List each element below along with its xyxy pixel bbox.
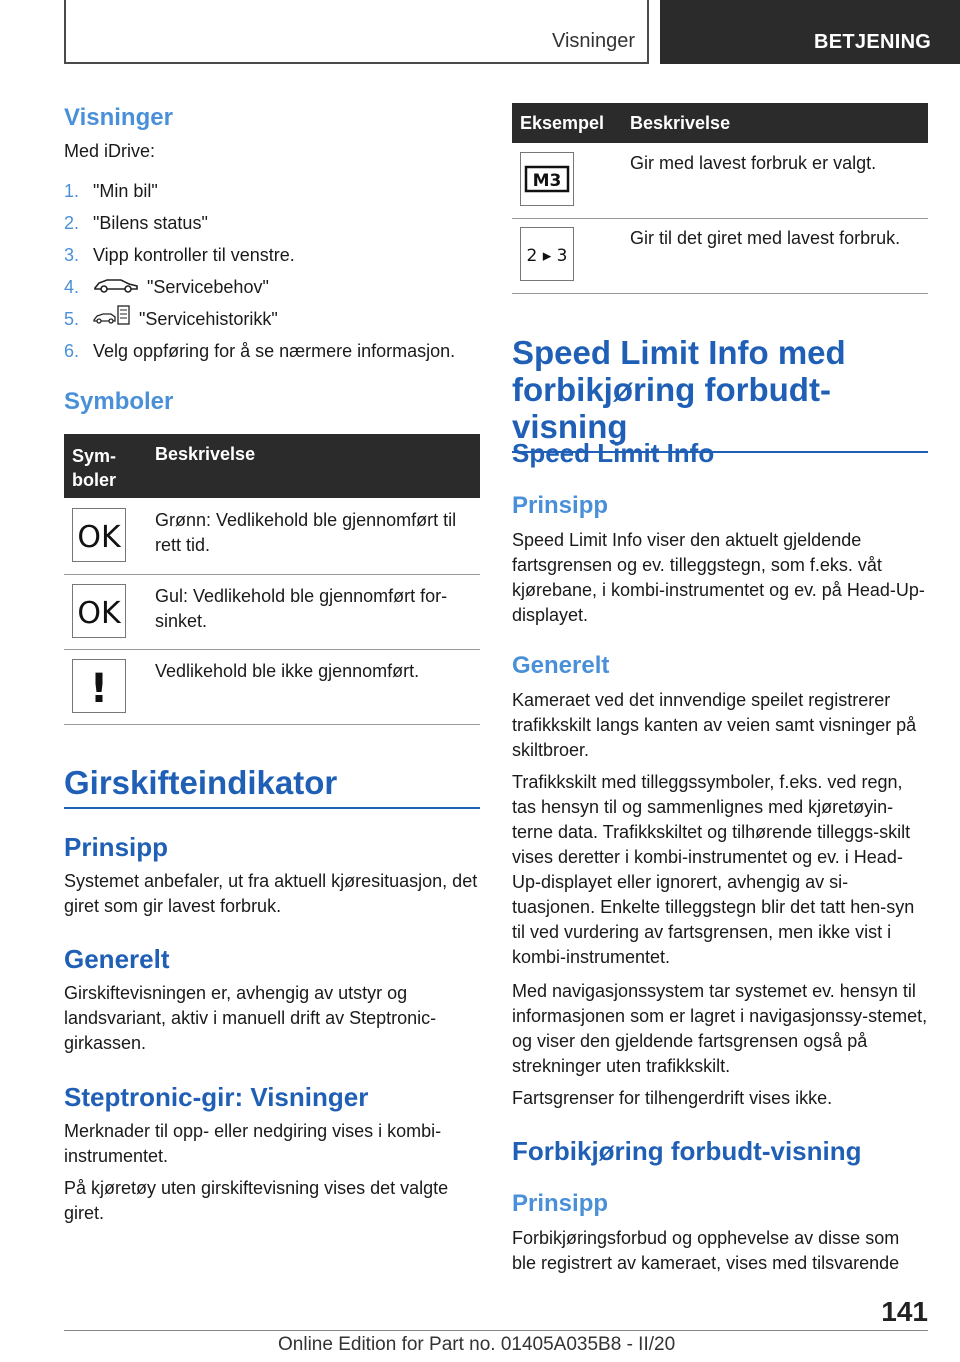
sli-prinsipp-text: Speed Limit Info viser den aktuelt gjeldende fartsgrensen og ev. tilleggstegn, som f.eks. våt kjørebane, i kombi-instrumentet og ev. på Head-Up-displayet.	[512, 530, 925, 625]
column-header: Beskrivelse	[155, 444, 256, 464]
row-description: Vedlikehold ble ikke gjennomført.	[155, 661, 420, 681]
steptronic-text-2: På kjøretøy uten girskiftevisning vises det valgte giret.	[64, 1178, 449, 1223]
gear-m3-icon	[520, 152, 574, 206]
header-section-tab	[64, 0, 649, 64]
page-number: 141	[881, 1296, 928, 1327]
step-item: 2. "Bilens status"	[64, 213, 208, 233]
shift-up-icon	[520, 227, 574, 281]
row-description: Gir til det giret med lavest forbruk.	[630, 228, 901, 248]
table-header	[64, 434, 480, 498]
prinsipp-heading: Prinsipp	[64, 832, 169, 862]
generelt-text: Girskiftevisningen er, avhengig av utstyr og landsvariant, aktiv i manuell drift av Steptronic-girkassen.	[64, 983, 437, 1053]
table-row	[64, 498, 480, 575]
header-chapter-tab	[660, 0, 960, 64]
row-description: Grønn: Vedlikehold ble gjennomført til rett tid.	[155, 510, 457, 555]
steptronic-text-1: Merknader til opp- eller nedgiring vises i kombi-instrumentet.	[64, 1121, 442, 1166]
car-list-icon	[93, 304, 131, 336]
car-outline-icon	[93, 272, 139, 304]
forbi-prinsipp-text: Forbikjøringsforbud og opphevelse av disse som ble registrert av kameraet, vises med tilsvarende	[512, 1228, 900, 1273]
prinsipp-text: Systemet anbefaler, ut fra aktuell kjøresituasjon, det giret som gir lavest forbruk.	[64, 871, 478, 916]
step-item: 5. "Servicehistorikk"	[64, 303, 480, 335]
svg-text:OK: OK	[77, 596, 121, 631]
sli-generelt-text-1: Kameraet ved det innvendige speilet registrerer trafikkskilt langs kanten av veien samt visninger på skiltbroer.	[512, 690, 917, 760]
column-header: Sym- boler	[72, 446, 117, 490]
step-item: 1. "Min bil"	[64, 181, 158, 201]
row-description: Gir med lavest forbruk er valgt.	[630, 153, 877, 173]
sli-generelt-text-2: Trafikkskilt med tilleggssymboler, f.eks. ved regn, tas hensyn til og sammenlignes med kjøretøyin-terne data. Trafikkskiltet og tilhørende tilleggs-skilt vises deretter i kombi-instrumentet og ev. i Head-Up-displayet eller ignorert, avhengig av si-tuasjonen. Enkelte tilleggstegn blir det tatt hen-syn til ved vurdering av fartsgrensen, men ikke vist i kombi-instrumentet.	[512, 772, 915, 967]
symbols-table	[64, 434, 480, 726]
sli-generelt-text-3: Med navigasjonssystem tar systemet ev. hensyn til informasjonen som er lagret i navigasjonssy-stemet, og viser den gjeldende fartsgrensen også på strekninger uten trafikkskilt.	[512, 981, 928, 1076]
step-list	[64, 175, 480, 367]
step-item: 6. Velg oppføring for å se nærmere informasjon.	[64, 341, 456, 361]
speed-limit-heading: Speed Limit Info med forbikjøring forbudt-visning	[512, 334, 928, 453]
sli-prinsipp-heading: Prinsipp	[512, 492, 609, 519]
generelt-heading: Generelt	[64, 944, 170, 974]
sli-heading: Speed Limit Info	[512, 438, 715, 468]
sli-generelt-text-4: Fartsgrenser for tilhengerdrift vises ikke.	[512, 1088, 833, 1108]
step-item: 4. "Servicebehov"	[64, 271, 480, 303]
svg-text:!: !	[89, 666, 109, 712]
column-header: Beskrivelse	[630, 113, 731, 133]
visninger-heading: Visninger	[64, 104, 173, 131]
idrive-intro: Med iDrive:	[64, 141, 156, 161]
ok-yellow-icon	[72, 584, 126, 638]
table-row	[64, 649, 480, 725]
footer-edition: Online Edition for Part no. 01405A035B8 - II/20	[278, 1334, 676, 1355]
exclamation-icon	[72, 659, 126, 713]
table-row	[64, 574, 480, 650]
girskifte-heading: Girskifteindikator	[64, 764, 480, 809]
column-header: Eksempel	[520, 113, 605, 133]
forbi-prinsipp-heading: Prinsipp	[512, 1190, 609, 1217]
svg-text:2 ▸ 3: 2 ▸ 3	[526, 246, 568, 266]
table-row	[512, 218, 928, 294]
header-chapter-title: BETJENING	[814, 31, 932, 53]
header-section-title: Visninger	[551, 30, 635, 52]
table-row	[512, 143, 928, 219]
sli-generelt-heading: Generelt	[512, 652, 610, 679]
example-table	[512, 103, 928, 295]
table-header	[512, 103, 928, 143]
ok-green-icon	[72, 508, 126, 562]
svg-text:M3: M3	[532, 171, 562, 191]
row-description: Gul: Vedlikehold ble gjennomført for-sinket.	[155, 586, 448, 631]
steptronic-heading: Steptronic-gir: Visninger	[64, 1082, 369, 1112]
step-item: 3. Vipp kontroller til venstre.	[64, 245, 295, 265]
forbi-heading: Forbikjøring forbudt-visning	[512, 1136, 862, 1166]
svg-text:OK: OK	[77, 520, 121, 555]
footer-divider	[64, 1330, 928, 1331]
symboler-heading: Symboler	[64, 388, 174, 415]
